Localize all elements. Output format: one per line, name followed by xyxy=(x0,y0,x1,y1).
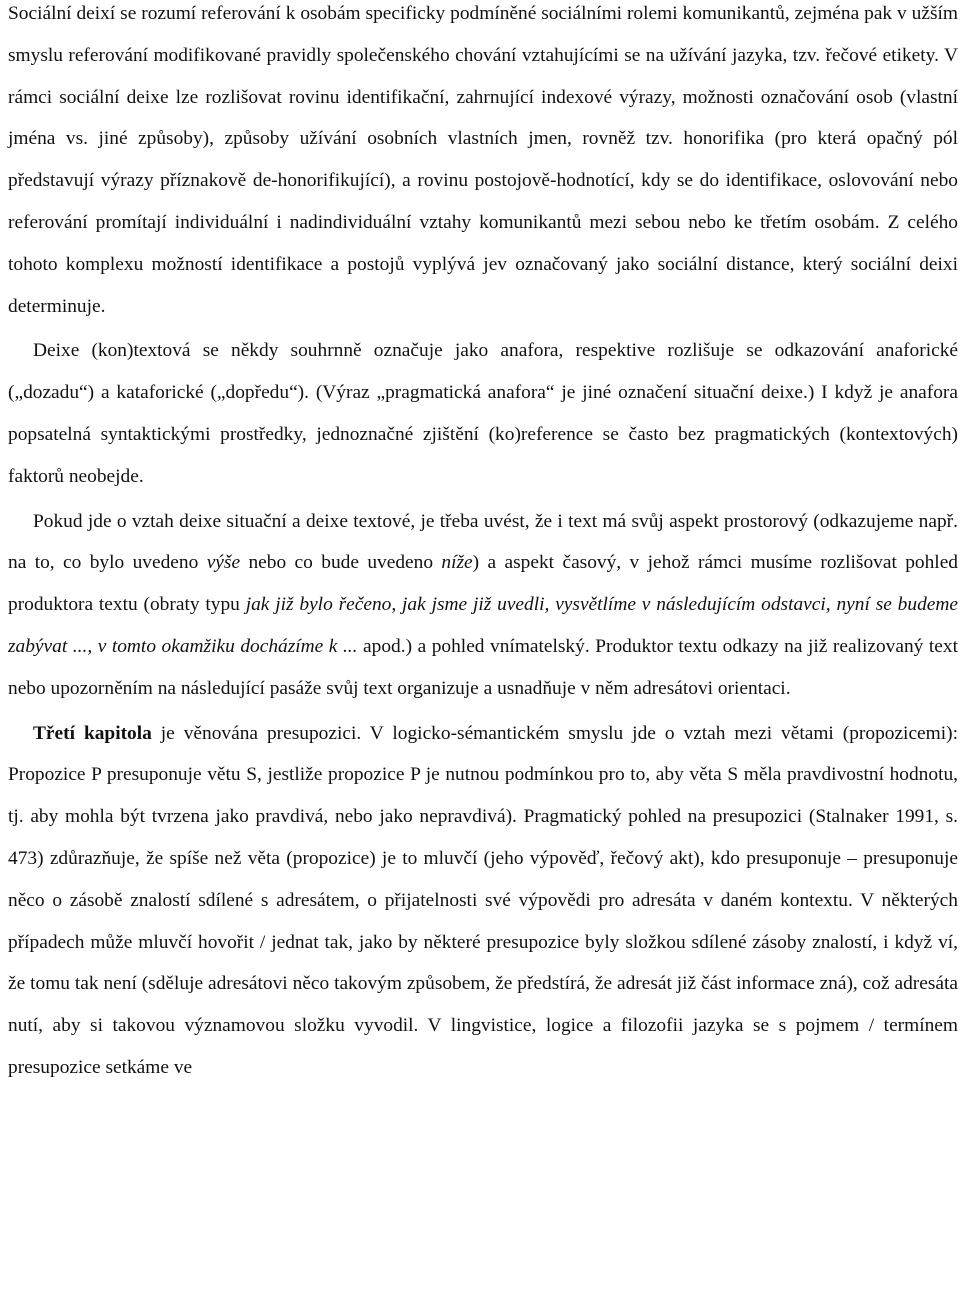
paragraph-text: Sociální deixí se rozumí referování k osobám specificky podmíněné sociálními rolemi komunikantů, zejména pak v užším smyslu referování modifikované pravidly společenského chování vztahujícími se na užívání jazyka, tzv. řečové etikety. V rámci sociální deixe lze rozlišovat rovinu identifikační, zahrnující indexové výrazy, možnosti označování osob (vlastní jména vs. jiné způsoby), způsoby užívání osobních vlastních jmen, rovněž tzv. honorifika (pro která opačný pól představují výrazy příznakově de-honorifikující), a rovinu postojově-hodnotící, kdy se do identifikace, oslovování nebo referování promítají individuální i nadindividuální vztahy komunikantů mezi sebou nebo ke třetím osobám. Z celého tohoto komplexu možností identifikace a postojů vyplývá jev označovaný jako sociální distance, který sociální deixi determinuje. xyxy=(8,3,958,317)
document-page xyxy=(8,0,958,1089)
italic-example-phrases: jak již bylo řečeno, jak jsme již uvedli, vysvětlíme v následujícím odstavci, nyní se budeme zabývat ..., v tomto okamžiku docházíme k ... xyxy=(8,594,958,657)
paragraph-text: Deixe (kon)textová se někdy souhrnně označuje jako anafora, respektive rozlišuje se odkazování anaforické („dozadu“) a kataforické („dopředu“). (Výraz „pragmatická anafora“ je jiné označení situační deixe.) I když je anafora popsatelná syntaktickými prostředky, jednoznačné zjištění (ko)reference se často bez pragmatických (kontextových) faktorů neobejde. xyxy=(8,340,958,487)
italic-term-nize: níže xyxy=(441,552,473,574)
text-segment: nebo co bude uvedeno xyxy=(240,552,442,574)
paragraph-social-deixis xyxy=(8,0,958,327)
text-segment: Pokud jde o vztah deixe situační a deixe textové, je třeba uvést, že i text má svůj aspekt prostorový (odkazujeme např. na to, co bylo uvedeno xyxy=(8,510,958,574)
chapter-heading-lead: Třetí kapitola xyxy=(33,722,152,744)
italic-term-vyse: výše xyxy=(206,552,241,574)
paragraph-text: je věnována presupozici. V logicko-sémantickém smyslu jde o vztah mezi větami (propozicemi): Propozice P presuponuje větu S, jestliže propozice P je nutnou podmínkou pro to, aby věta S měla pravdivostní hodnotu, tj. aby mohla být tvrzena jako pravdivá, nebo jako nepravdivá). Pragmatický pohled na presupozici (Stalnaker 1991, s. 473) zdůrazňuje, že spíše než věta (propozice) je to mluvčí (jeho výpověď, řečový akt), kdo presuponuje – presuponuje něco o zásobě znalostí sdílené s adresátem, o přijatelnosti své výpovědi pro adresáta v daném kontextu. V některých případech může mluvčí hovořit / jednat tak, jako by některé presupozice byly složkou sdílené zásoby znalostí, i když ví, že tomu tak není (sděluje adresátovi něco takovým způsobem, že předstírá, že adresát již část informace zná), což adresáta nutí, aby si takovou významovou složku vyvodil. V lingvistice, logice a filozofii jazyka se s pojmem / termínem presupozice setkáme ve xyxy=(8,722,958,1078)
paragraph-situational-vs-textual xyxy=(8,501,958,710)
paragraph-presupposition xyxy=(8,713,958,1089)
paragraph-textual-deixis xyxy=(8,330,958,497)
text-segment: apod.) a pohled vnímatelský. Produktor textu odkazy na již realizovaný text nebo upozorněním na následující pasáže svůj text organizuje a usnadňuje v něm adresátovi orientaci. xyxy=(8,635,958,699)
text-segment: ) a aspekt časový, v jehož rámci musíme rozlišovat pohled produktora textu (obraty typu xyxy=(8,552,958,616)
